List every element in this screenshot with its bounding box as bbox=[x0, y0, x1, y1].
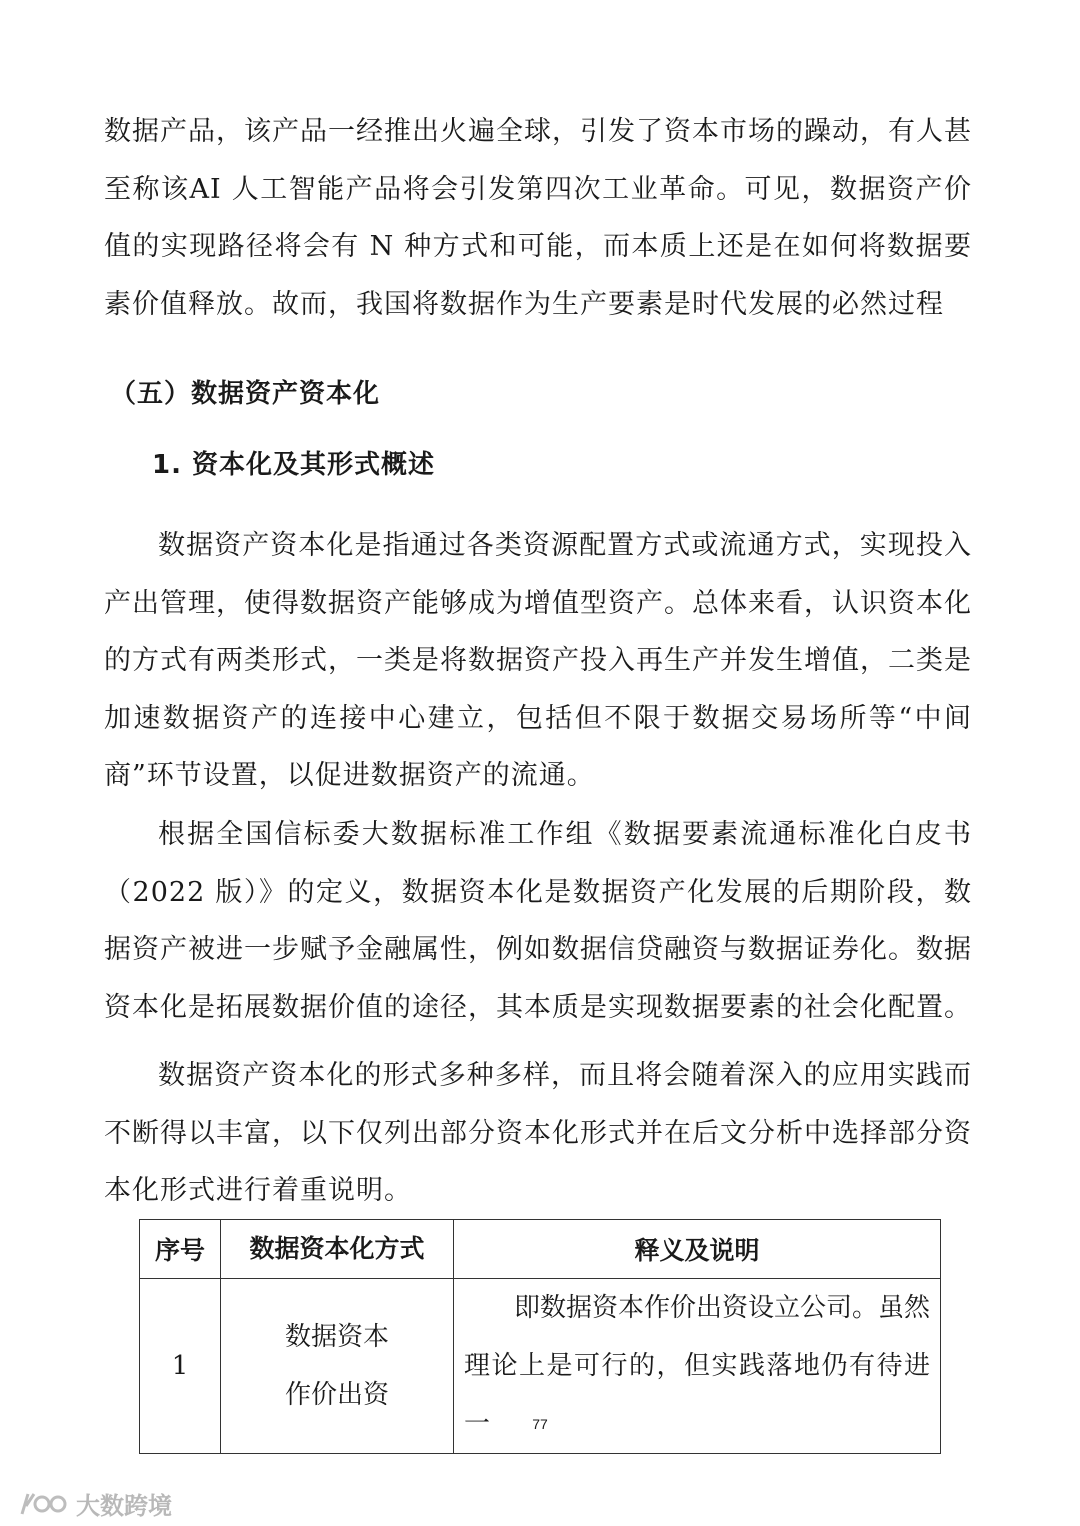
row-num: 1 bbox=[140, 1279, 221, 1454]
paragraph-1: 数据资产资本化是指通过各类资源配置方式或流通方式，实现投入产出管理，使得数据资产能够成为增值型资产。总体来看，认识资本化的方式有两类形式，一类是将数据资产投入再生产并发生增值，二类是加速数据资产的连接中心建立，包括但不限于数据交易场所等“中间商”环节设置，以促进数据资产的流通。 bbox=[104, 530, 972, 791]
row-desc-text: 即数据资本作价出资设立公司。虽然理论上是可行的，但实践落地仍有待进一 bbox=[464, 1293, 931, 1439]
row-way-line2: 作价出资 bbox=[284, 1380, 389, 1410]
header-way: 数据资本化方式 bbox=[221, 1220, 454, 1279]
top-paragraph: 数据产品，该产品一经推出火遍全球，引发了资本市场的躁动，有人甚至称该AI 人工智能产品将会引发第四次工业革命。可见，数据资产价值的实现路径将会有 N 种方式和可能，而本质上还是在如何将数据要素价值释放。故而，我国将数据作为生产要素是时代发展的必然过程 bbox=[104, 116, 972, 320]
header-num: 序号 bbox=[140, 1220, 221, 1279]
table-header-row bbox=[140, 1220, 941, 1279]
row-way-line1: 数据资本 bbox=[284, 1322, 389, 1352]
section-heading: （五）数据资产资本化 bbox=[110, 379, 381, 409]
watermark bbox=[18, 1486, 172, 1521]
paragraph-3: 数据资产资本化的形式多种多样，而且将会随着深入的应用实践而不断得以丰富，以下仅列出部分资本化形式并在后文分析中选择部分资本化形式进行着重说明。 bbox=[104, 1060, 972, 1206]
paragraph-2: 根据全国信标委大数据标准工作组《数据要素流通标准化白皮书（2022 版）》的定义，数据资本化是数据资产化发展的后期阶段，数据资产被进一步赋予金融属性，例如数据信贷融资与数据证券化。数据资本化是拓展数据价值的途径，其本质是实现数据要素的社会化配置。 bbox=[104, 819, 972, 1023]
page-number: 77 bbox=[532, 1416, 548, 1432]
header-desc: 释义及说明 bbox=[454, 1220, 941, 1279]
sub-heading: 1. 资本化及其形式概述 bbox=[152, 450, 436, 480]
watermark-text: 大数跨境 bbox=[76, 1492, 172, 1520]
watermark-logo-icon bbox=[18, 1490, 72, 1518]
